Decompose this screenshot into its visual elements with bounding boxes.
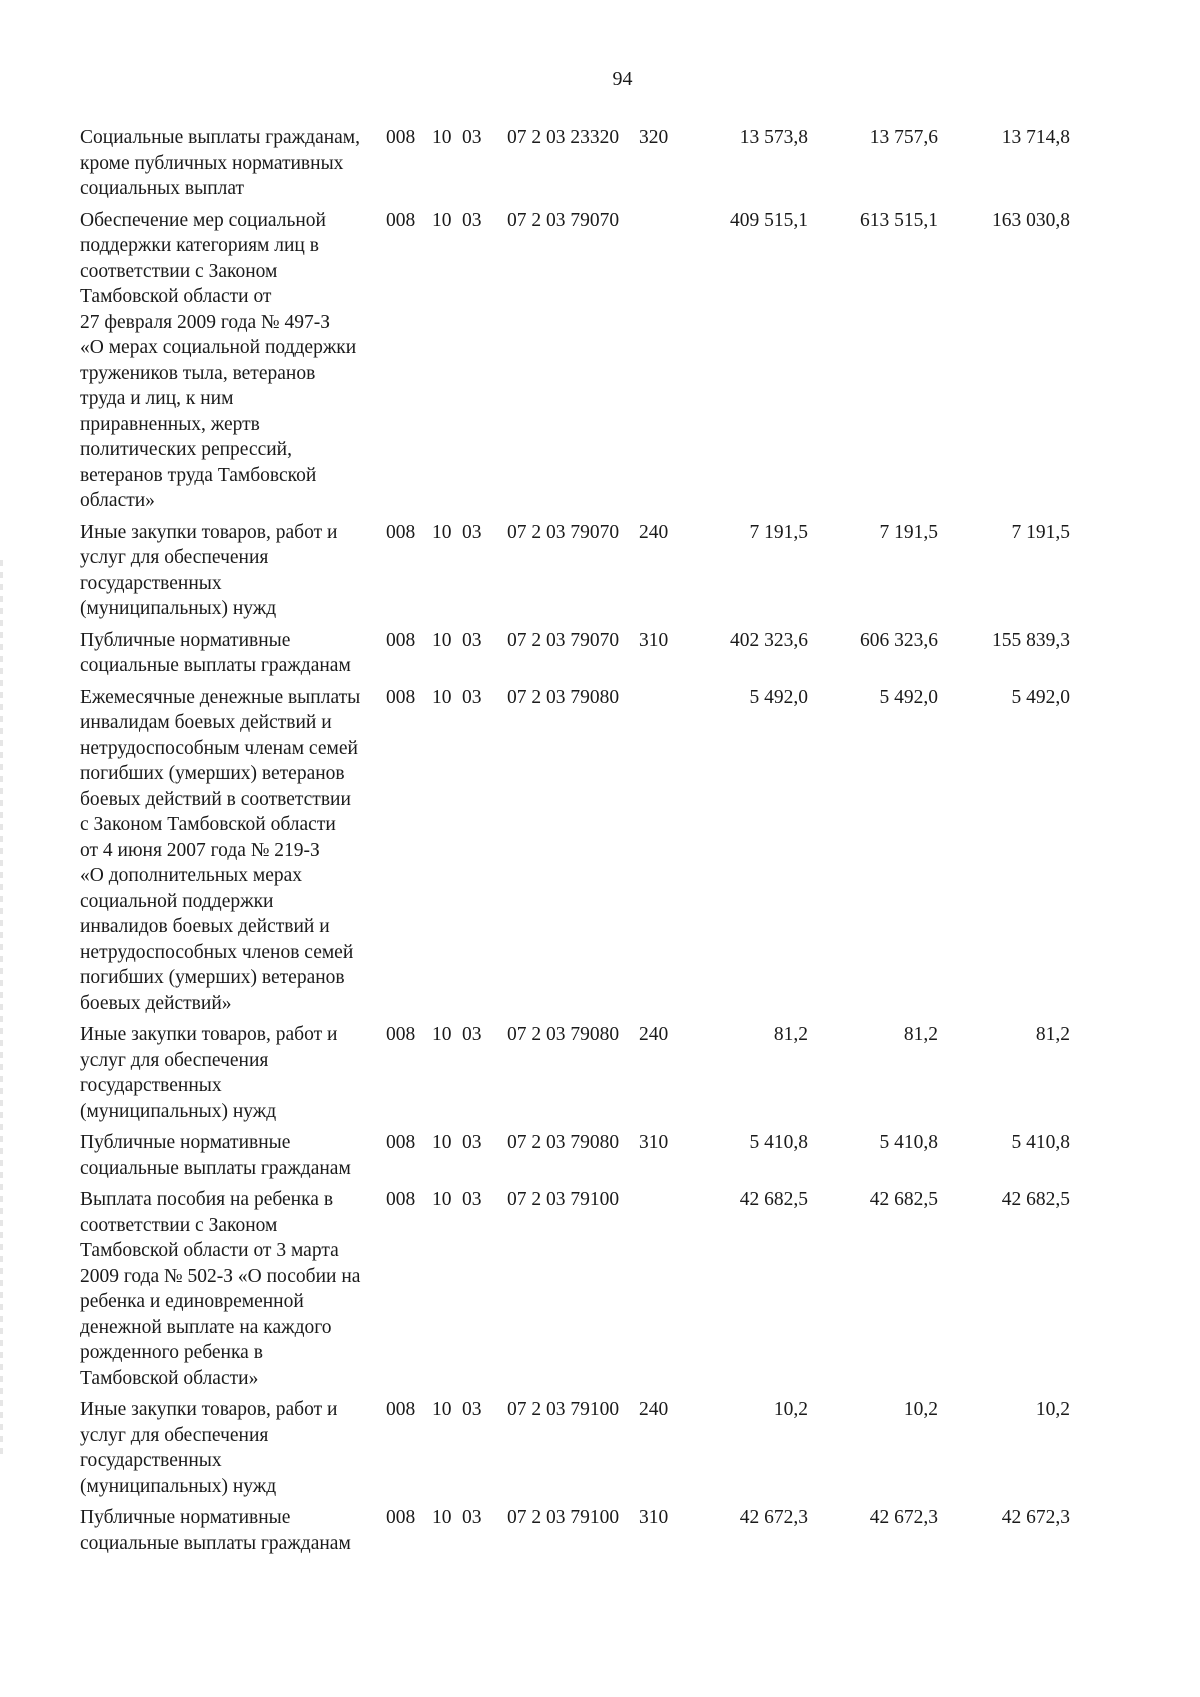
subsection-code: 03 — [462, 629, 482, 651]
amount-col-1: 10,2 — [773, 1399, 808, 1420]
subsection-code: 03 — [462, 1399, 482, 1420]
amount-col-1: 7 191,5 — [749, 521, 808, 543]
row-name: Публичные нормативные социальные выплаты гражданам — [80, 629, 351, 676]
table-row — [80, 1022, 1170, 1124]
budget-table — [80, 125, 1170, 1562]
row-name: Социальные выплаты гражданам, кроме публичных нормативных социальных выплат — [80, 127, 361, 199]
subsection-code: 03 — [462, 1024, 482, 1045]
amount-col-3: 42 672,3 — [1001, 1507, 1070, 1528]
target-article-code: 07 2 03 79070 — [507, 629, 620, 651]
expense-type-code: 320 — [639, 127, 669, 148]
amount-col-1: 13 573,8 — [739, 127, 808, 148]
table-row — [80, 1130, 1170, 1181]
amount-col-2: 606 323,6 — [860, 629, 938, 651]
subsection-code: 03 — [462, 686, 482, 708]
ministry-code: 008 — [386, 521, 416, 543]
amount-col-2: 13 757,6 — [869, 127, 938, 148]
target-article-code: 07 2 03 79080 — [507, 1024, 620, 1045]
target-article-code: 07 2 03 79070 — [507, 209, 620, 231]
ministry-code: 008 — [386, 1399, 416, 1420]
ministry-code: 008 — [386, 1132, 416, 1153]
subsection-code: 03 — [462, 209, 482, 231]
expense-type-code: 240 — [639, 1024, 669, 1045]
target-article-code: 07 2 03 79100 — [507, 1399, 620, 1420]
expense-type-code: 240 — [639, 521, 669, 543]
row-name: Обеспечение мер социальной поддержки категориям лиц в соответствии с Законом Тамбовской области от 27 февраля 2009 года № 497-З «О мерах социальной поддержки тружеников тыла, ветеранов труда и лиц, к ним приравненных, жертв политических репрессий, ветеранов труда Тамбовской области» — [80, 209, 357, 511]
amount-col-2: 81,2 — [903, 1024, 938, 1045]
row-name: Иные закупки товаров, работ и услуг для обеспечения государственных (муниципальных) нужд — [80, 1399, 338, 1497]
amount-col-2: 10,2 — [903, 1399, 938, 1420]
ministry-code: 008 — [386, 686, 416, 708]
expense-type-code: 310 — [639, 629, 669, 651]
target-article-code: 07 2 03 79100 — [507, 1507, 620, 1528]
table-row — [80, 1397, 1170, 1499]
amount-col-3: 7 191,5 — [1011, 521, 1070, 543]
amount-col-2: 5 410,8 — [879, 1132, 938, 1153]
subsection-code: 03 — [462, 127, 482, 148]
table-row — [80, 125, 1170, 202]
amount-col-1: 42 682,5 — [739, 1189, 808, 1210]
amount-col-3: 10,2 — [1035, 1399, 1070, 1420]
expense-type-code: 310 — [639, 1507, 669, 1528]
section-code: 10 — [432, 1507, 452, 1528]
section-code: 10 — [432, 1189, 452, 1210]
amount-col-3: 155 839,3 — [992, 629, 1070, 651]
ministry-code: 008 — [386, 1024, 416, 1045]
amount-col-1: 81,2 — [773, 1024, 808, 1045]
ministry-code: 008 — [386, 629, 416, 651]
expense-type-code: 240 — [639, 1399, 669, 1420]
table-row — [80, 628, 1170, 679]
subsection-code: 03 — [462, 1189, 482, 1210]
expense-type-code: 310 — [639, 1132, 669, 1153]
row-name: Иные закупки товаров, работ и услуг для обеспечения государственных (муниципальных) нужд — [80, 521, 338, 619]
row-name: Публичные нормативные социальные выплаты гражданам — [80, 1507, 351, 1554]
amount-col-3: 5 410,8 — [1011, 1132, 1070, 1153]
amount-col-1: 5 410,8 — [749, 1132, 808, 1153]
target-article-code: 07 2 03 79100 — [507, 1189, 620, 1210]
amount-col-2: 7 191,5 — [879, 521, 938, 543]
target-article-code: 07 2 03 79080 — [507, 686, 620, 708]
amount-col-3: 5 492,0 — [1011, 686, 1070, 708]
row-name: Публичные нормативные социальные выплаты гражданам — [80, 1132, 351, 1179]
section-code: 10 — [432, 629, 452, 651]
amount-col-3: 42 682,5 — [1001, 1189, 1070, 1210]
amount-col-2: 42 672,3 — [869, 1507, 938, 1528]
target-article-code: 07 2 03 79080 — [507, 1132, 620, 1153]
row-name: Ежемесячные денежные выплаты инвалидам боевых действий и нетрудоспособным членам семей погибших (умерших) ветеранов боевых действий в соответствии с Законом Тамбовской области от 4 июня 2007 года № 219-З «О дополнительных мерах социальной поддержки инвалидов боевых действий и нетрудоспособных членов семей погибших (умерших) ветеранов боевых действий» — [80, 686, 361, 1014]
amount-col-1: 42 672,3 — [739, 1507, 808, 1528]
table-row — [80, 685, 1170, 1017]
section-code: 10 — [432, 209, 452, 231]
section-code: 10 — [432, 686, 452, 708]
table-row — [80, 1187, 1170, 1391]
amount-col-3: 13 714,8 — [1001, 127, 1070, 148]
amount-col-2: 42 682,5 — [869, 1189, 938, 1210]
table-row — [80, 208, 1170, 514]
table-row — [80, 520, 1170, 622]
amount-col-1: 409 515,1 — [730, 209, 808, 231]
subsection-code: 03 — [462, 1507, 482, 1528]
target-article-code: 07 2 03 79070 — [507, 521, 620, 543]
subsection-code: 03 — [462, 1132, 482, 1153]
section-code: 10 — [432, 1132, 452, 1153]
table-row — [80, 1505, 1170, 1556]
row-name: Иные закупки товаров, работ и услуг для обеспечения государственных (муниципальных) нужд — [80, 1024, 338, 1122]
section-code: 10 — [432, 1024, 452, 1045]
subsection-code: 03 — [462, 521, 482, 543]
target-article-code: 07 2 03 23320 — [507, 127, 620, 148]
section-code: 10 — [432, 127, 452, 148]
ministry-code: 008 — [386, 127, 416, 148]
section-code: 10 — [432, 1399, 452, 1420]
amount-col-3: 163 030,8 — [992, 209, 1070, 231]
amount-col-3: 81,2 — [1035, 1024, 1070, 1045]
ministry-code: 008 — [386, 209, 416, 231]
ministry-code: 008 — [386, 1507, 416, 1528]
amount-col-1: 5 492,0 — [749, 686, 808, 708]
section-code: 10 — [432, 521, 452, 543]
scan-edge-artifact — [0, 560, 3, 1460]
page-number: 94 — [612, 68, 633, 90]
amount-col-2: 5 492,0 — [879, 686, 938, 708]
row-name: Выплата пособия на ребенка в соответствии с Законом Тамбовской области от 3 марта 2009 года № 502-З «О пособии на ребенка и единовременной денежной выплате на каждого рожденного ребенка в Тамбовской области» — [80, 1189, 361, 1389]
ministry-code: 008 — [386, 1189, 416, 1210]
amount-col-2: 613 515,1 — [860, 209, 938, 231]
amount-col-1: 402 323,6 — [730, 629, 808, 651]
